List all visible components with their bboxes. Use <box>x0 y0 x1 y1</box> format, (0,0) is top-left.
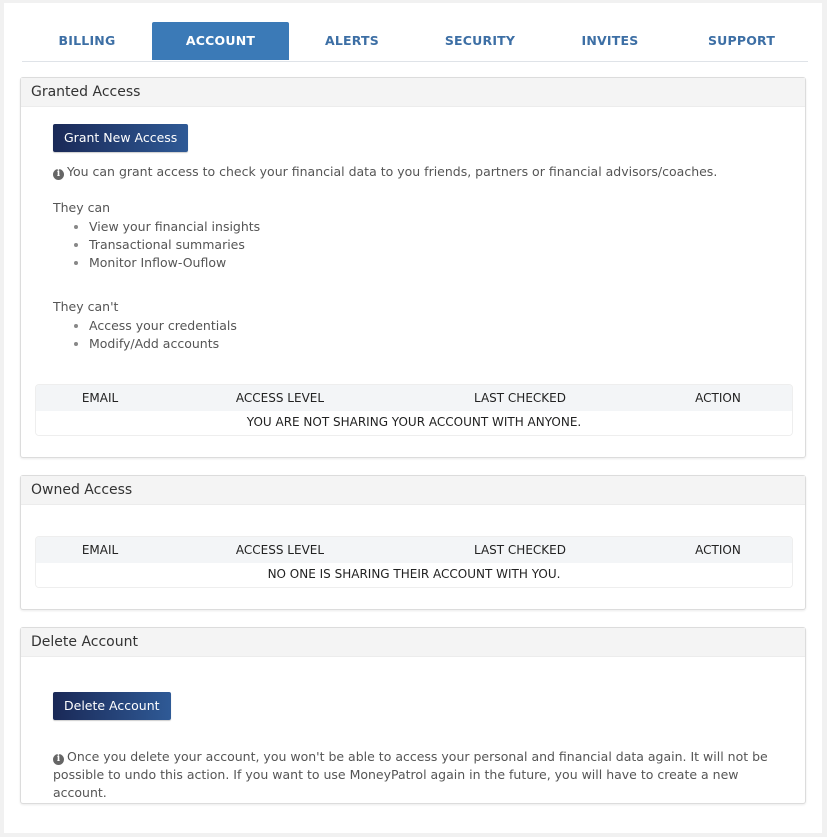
column-action: ACTION <box>695 543 741 557</box>
delete-warning-label: Once you delete your account, you won't be able to access your personal and financial data again. It will not be possible to undo this action. If you want to use MoneyPatrol again in the future, you will have to create a new account. <box>53 749 768 800</box>
column-email: EMAIL <box>81 543 119 557</box>
they-can-label: They can <box>53 200 111 215</box>
delete-warning-text <box>53 748 783 802</box>
owned-access-title: Owned Access <box>21 476 805 505</box>
list-item: • Monitor Inflow-Ouflow <box>89 254 260 272</box>
they-can-list <box>73 218 260 272</box>
tab-alerts[interactable]: ALERTS <box>325 33 379 48</box>
column-last-checked: LAST CHECKED <box>474 543 566 557</box>
info-circle-icon: i <box>53 169 64 180</box>
granted-info-text <box>53 164 717 180</box>
table-header <box>36 385 792 411</box>
owned-access-table <box>35 536 793 588</box>
tab-bar <box>22 22 808 62</box>
column-access-level: ACCESS LEVEL <box>235 543 325 557</box>
delete-account-title: Delete Account <box>21 628 805 657</box>
list-item: • Transactional summaries <box>89 236 260 254</box>
column-email: EMAIL <box>81 391 119 405</box>
list-item: • View your financial insights <box>89 218 260 236</box>
delete-account-panel <box>20 627 806 804</box>
granted-access-table <box>35 384 793 436</box>
column-access-level: ACCESS LEVEL <box>235 391 325 405</box>
table-empty-row: YOU ARE NOT SHARING YOUR ACCOUNT WITH ANYONE. <box>36 411 792 435</box>
list-item: • Access your credentials <box>89 317 237 335</box>
granted-access-title: Granted Access <box>21 78 805 107</box>
they-cant-list <box>73 317 237 353</box>
tab-security[interactable]: SECURITY <box>444 33 516 48</box>
owned-access-panel <box>20 475 806 610</box>
they-cant-label: They can't <box>53 299 119 314</box>
granted-access-panel <box>20 77 806 458</box>
tab-invites[interactable]: INVITES <box>581 33 639 48</box>
settings-page <box>4 3 822 833</box>
column-last-checked: LAST CHECKED <box>474 391 566 405</box>
table-empty-row: NO ONE IS SHARING THEIR ACCOUNT WITH YOU. <box>36 563 792 587</box>
delete-account-button[interactable]: Delete Account <box>53 692 171 720</box>
list-item: • Modify/Add accounts <box>89 335 237 353</box>
column-action: ACTION <box>695 391 741 405</box>
info-circle-icon: i <box>53 754 64 765</box>
granted-info-label: You can grant access to check your financial data to you friends, partners or financial advisors/coaches. <box>67 164 718 179</box>
grant-new-access-button[interactable]: Grant New Access <box>53 124 188 152</box>
tab-account[interactable]: ACCOUNT <box>152 22 289 60</box>
table-header <box>36 537 792 563</box>
tab-billing[interactable]: BILLING <box>58 33 116 48</box>
tab-support[interactable]: SUPPORT <box>707 33 776 48</box>
